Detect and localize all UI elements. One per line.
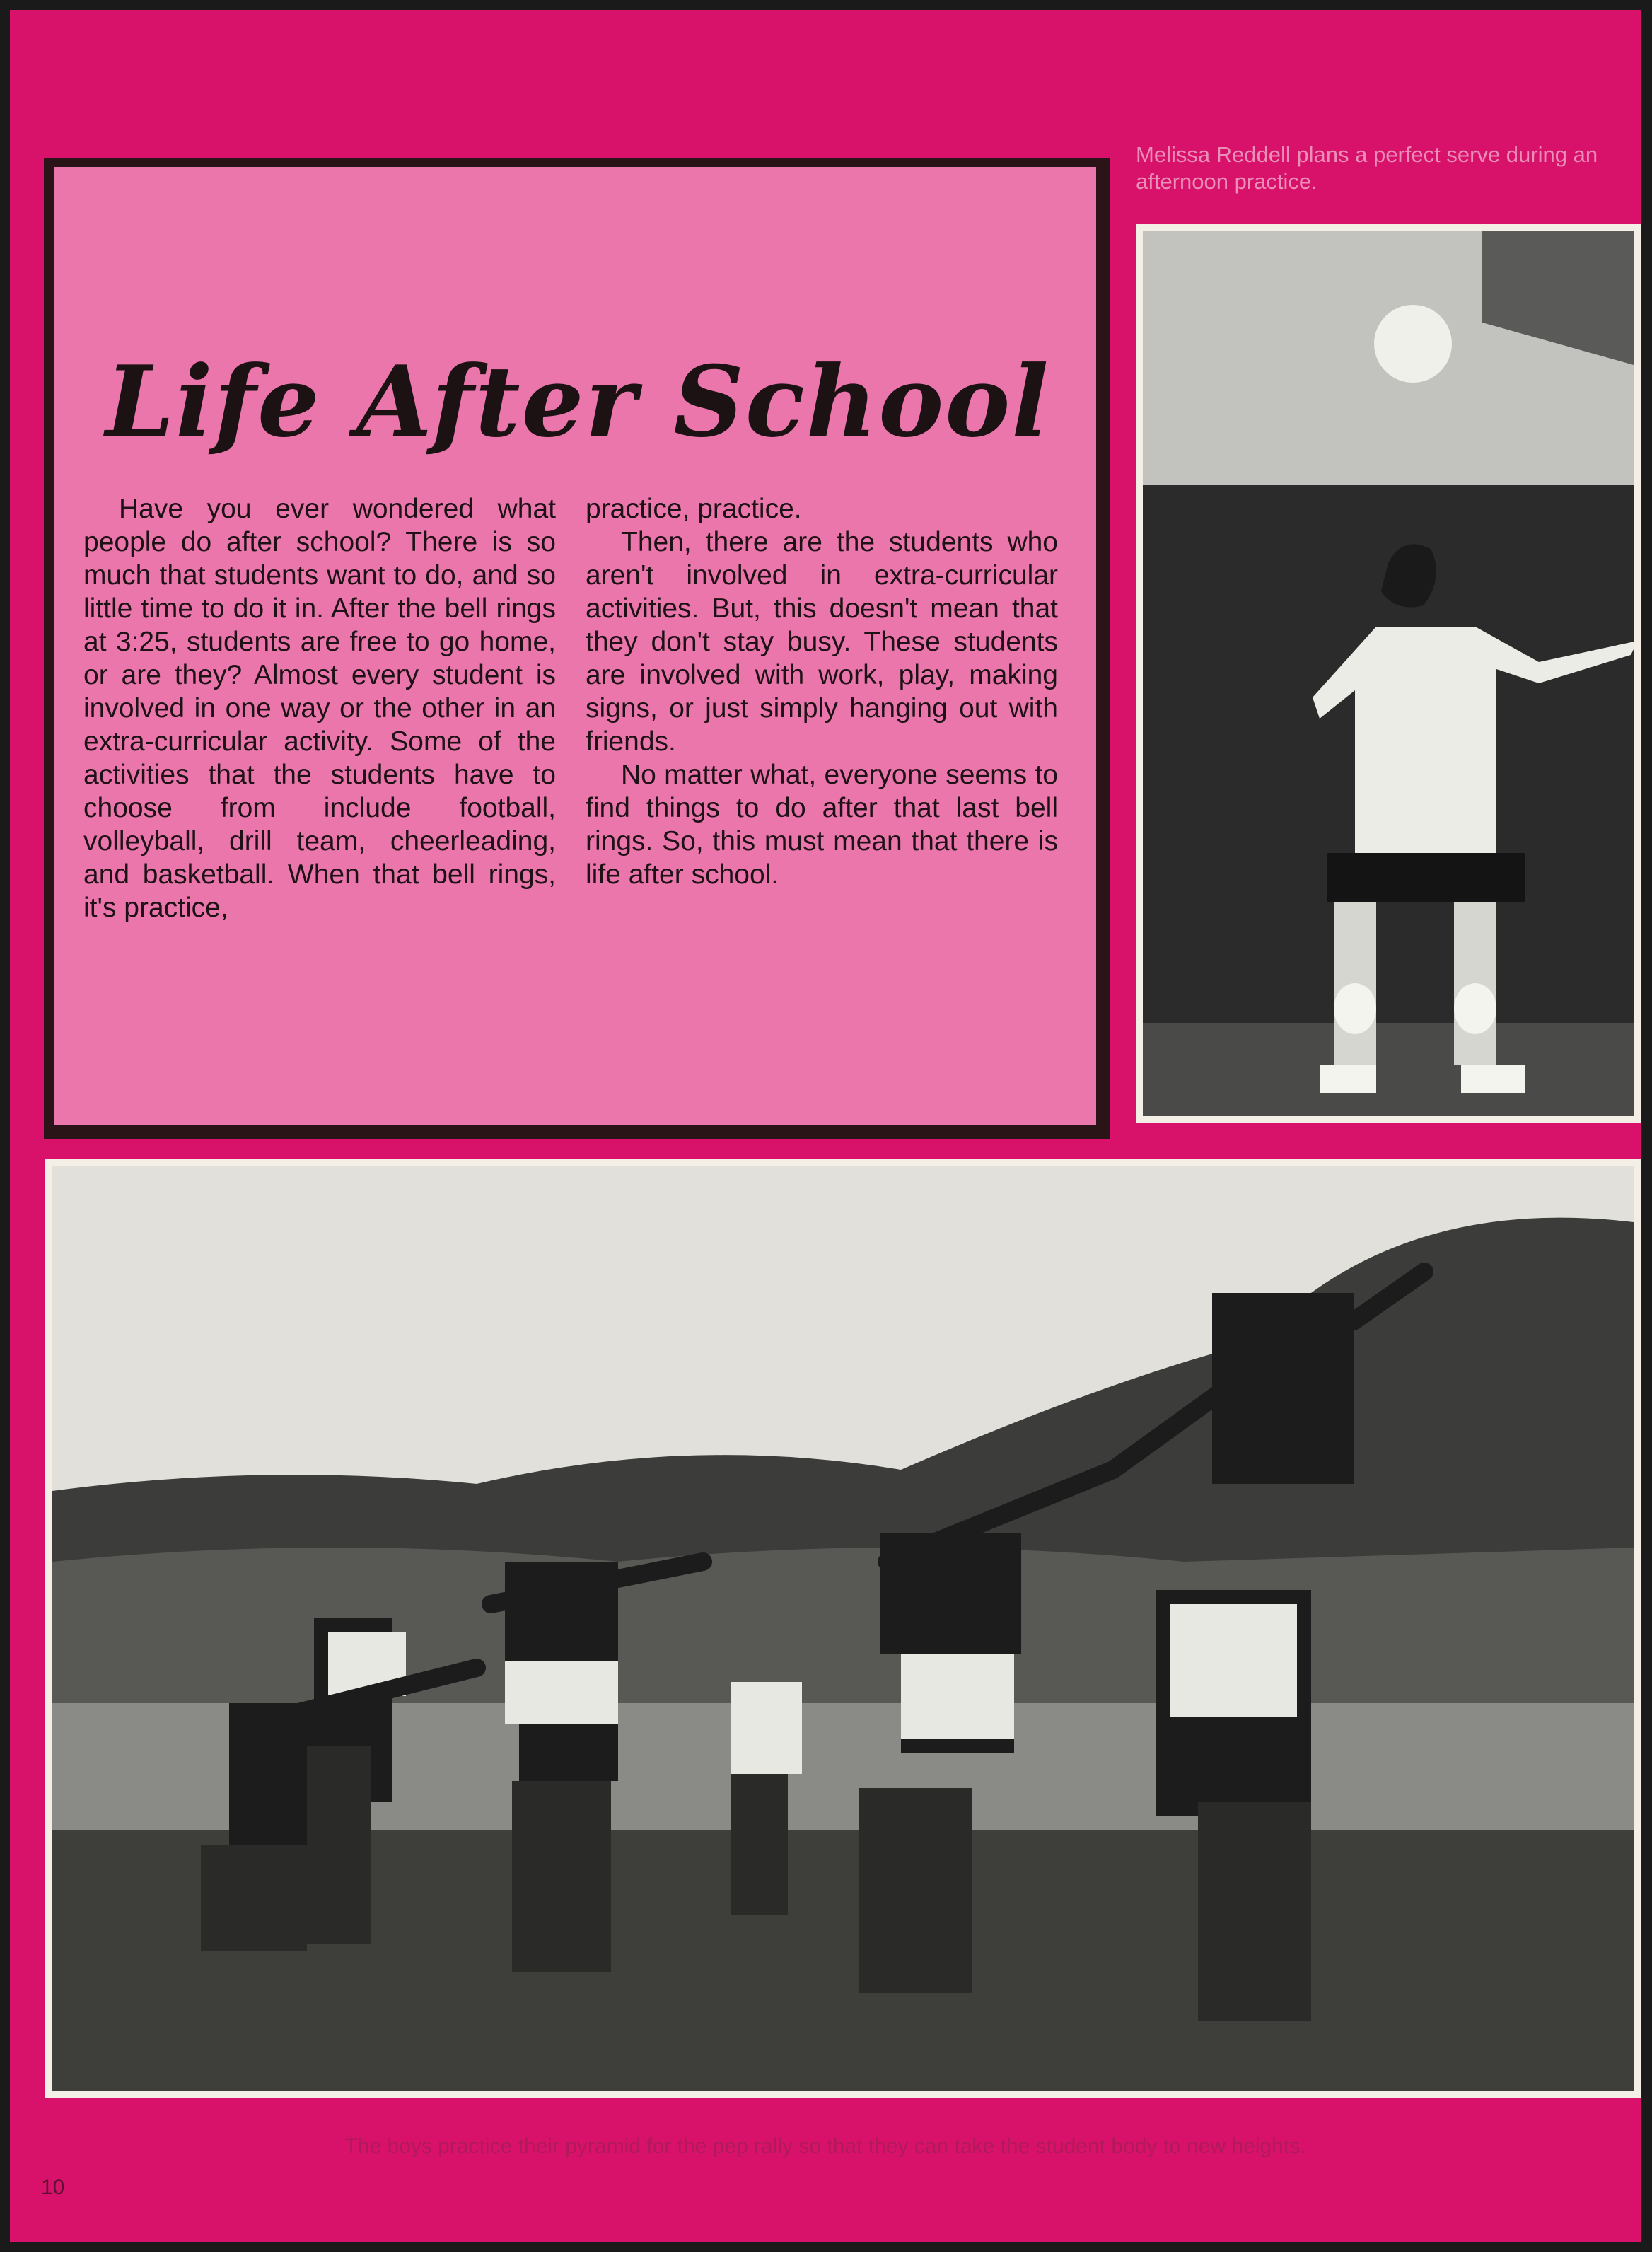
volleyball-photo-graphic: [1143, 231, 1634, 1116]
article-column-1: [83, 492, 556, 924]
article-column-2: [586, 492, 1058, 891]
article-paragraph: Then, there are the students who aren't involved in extra-curricular activities. But, this doesn't mean that they don't stay busy. These students are involved with work, play, making signs, or just simply hanging out with friends.: [586, 527, 1058, 757]
volleyball-photo: [1136, 224, 1641, 1123]
volleyball-photo-image: [1143, 231, 1634, 1116]
pyramid-photo-image: [52, 1166, 1634, 2091]
article-paragraph: Have you ever wondered what people do after school? There is so much that students want to do, and so little time to do it in. After the bell rings at 3:25, students are free to go home, or are they? Almost every student is involved in one way or the other in an extra-curricular activity. Some of the activities that the students have to choose from include football, volleyball, drill team, cheerleading, and basketball. When that bell rings, it's practice,: [83, 494, 556, 923]
yearbook-page: [10, 10, 1641, 2242]
pyramid-photo: [45, 1159, 1641, 2098]
pyramid-photo-graphic: [52, 1166, 1634, 2091]
article-headline: Life After School: [105, 344, 1050, 459]
pyramid-photo-caption: The boys practice their pyramid for the pep rally so that they can take the student body to new heights.: [344, 2135, 1306, 2158]
article-paragraph: practice, practice.: [586, 494, 802, 524]
article-paragraph: No matter what, everyone seems to find things to do after that last bell rings. So, this must mean that there is life after school.: [586, 760, 1058, 890]
article-text-box: [51, 164, 1099, 1127]
volleyball-icon: [1374, 305, 1452, 383]
volleyball-photo-caption: Melissa Reddell plans a perfect serve during an afternoon practice.: [1136, 142, 1598, 194]
page-number: 10: [41, 2176, 65, 2199]
